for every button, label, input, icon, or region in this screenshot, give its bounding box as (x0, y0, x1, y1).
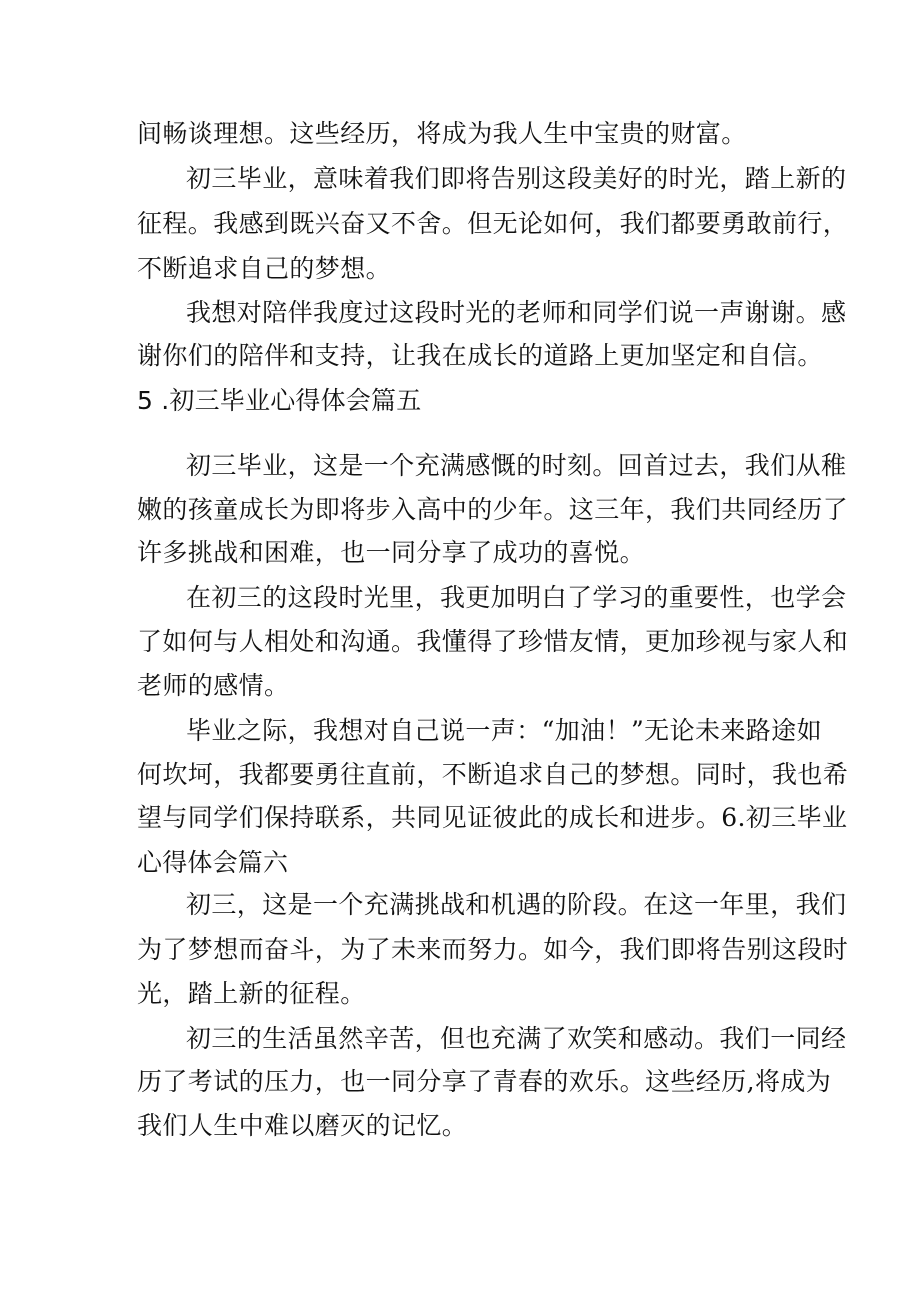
text-line: 老师的感情。 (137, 671, 290, 700)
text-line: 了如何与人相处和沟通。我懂得了珍惜友情，更加珍视与家人和 (137, 627, 849, 656)
text-line: 嫩的孩童成长为即将步入高中的少年。这三年，我们共同经历了 (137, 495, 849, 524)
text-line: 望与同学们保持联系，共同见证彼此的成长和进步。6.初三毕业 (137, 803, 848, 832)
section-heading: 心得体会篇六 (137, 848, 289, 877)
text-line: 谢你们的陪伴和支持，让我在成长的道路上更加坚定和自信。 (137, 341, 823, 370)
text-line: 毕业之际，我想对自己说一声：“加油！”无论未来路途如 (186, 716, 822, 745)
text-line: 光，踏上新的征程。 (137, 979, 366, 1008)
text-line: 我想对陪伴我度过这段时光的老师和同学们说一声谢谢。感 (186, 298, 847, 327)
text-line: 何坎坷，我都要勇往直前，不断追求自己的梦想。同时，我也希 (137, 760, 849, 789)
text-line: 不断追求自己的梦想。 (137, 254, 392, 283)
text-line: 在初三的这段时光里，我更加明白了学习的重要性，也学会 (186, 583, 847, 612)
text-line: 历了考试的压力，也一同分享了青春的欢乐。这些经历,将成为 (137, 1067, 832, 1096)
text-line: 初三毕业，意味着我们即将告别这段美好的时光，踏上新的 (186, 164, 847, 193)
text-line: 间畅谈理想。这些经历，将成为我人生中宝贵的财富。 (137, 119, 747, 148)
text-line: 初三，这是一个充满挑战和机遇的阶段。在这一年里，我们 (186, 890, 847, 919)
text-line: 我们人生中难以磨灭的记忆。 (137, 1111, 468, 1140)
section-heading: 5 .初三毕业心得体会篇五 (137, 386, 422, 415)
text-line: 征程。我感到既兴奋又不舍。但无论如何，我们都要勇敢前行， (137, 209, 849, 238)
text-line: 初三毕业，这是一个充满感慨的时刻。回首过去，我们从稚 (186, 451, 847, 480)
text-line: 为了梦想而奋斗，为了未来而努力。如今，我们即将告别这段时 (137, 935, 849, 964)
text-line: 初三的生活虽然辛苦，但也充满了欢笑和感动。我们一同经 (186, 1024, 847, 1053)
text-line: 许多挑战和困难，也一同分享了成功的喜悦。 (137, 538, 646, 567)
